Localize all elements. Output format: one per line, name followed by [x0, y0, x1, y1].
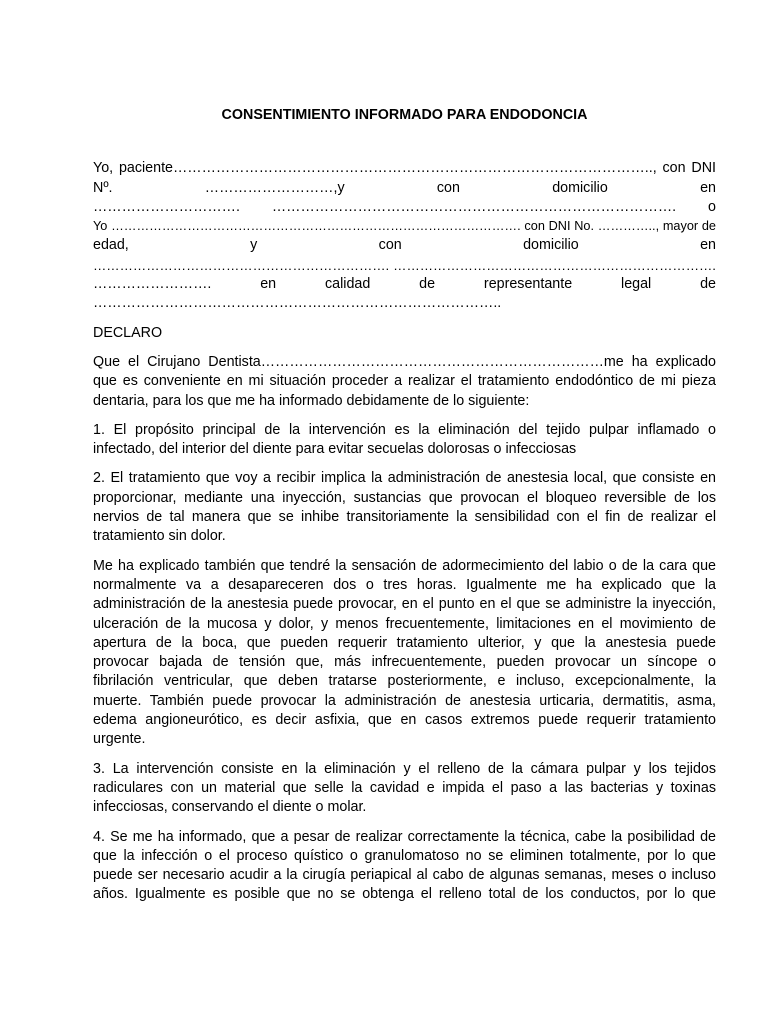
point-4-paragraph	[93, 828, 716, 905]
paragraph-line: nervios de tal manera que se inhibe transitoriamente la sensibilidad con el fin de realizar el	[93, 509, 716, 526]
patient-line: edad, y con domicilio en	[93, 237, 716, 254]
paragraph-line: radiculares con un material que selle la cavidad e impida el paso a las bacterias y toxinas	[93, 779, 716, 796]
paragraph-line: apertura de la boca, que pueden requerir tratamiento ulterior, y que la anestesia puede	[93, 634, 716, 651]
paragraph-line: 3. La intervención consiste en la eliminación y el relleno de la cámara pulpar y los tejidos	[93, 760, 716, 777]
paragraph-line: 4. Se me ha informado, que a pesar de realizar correctamente la técnica, cabe la posibilidad de	[93, 828, 716, 845]
paragraph-line: dentaria, para los que me ha informado debidamente de lo siguiente:	[93, 392, 530, 409]
point-1-paragraph	[93, 421, 716, 460]
paragraph-line: 1. El propósito principal de la intervención es la eliminación del tejido pulpar inflamado o	[93, 421, 716, 438]
patient-line: …………………………. …………………………………………………………………………. o	[93, 198, 716, 215]
patient-line: …………………………………………………………………………..	[93, 295, 502, 312]
point-2-paragraph	[93, 469, 716, 546]
document-body	[93, 106, 716, 905]
paragraph-line: que es conveniente en mi situación proceder a realizar el tratamiento endodóntico de mi pieza	[93, 373, 716, 390]
paragraph-line: edema angioneurótico, es decir asfixia, que en casos extremos puede requerir tratamiento	[93, 712, 716, 729]
paragraph-line: normalmente va a desapareceren dos o tres horas. Igualmente me ha explicado que la	[93, 576, 716, 593]
patient-line: …………………………………………………………. ……………………………………………………………….	[93, 257, 716, 273]
paragraph-line: 2. El tratamiento que voy a recibir implica la administración de anestesia local, que consiste en	[93, 470, 716, 487]
paragraph-line: fibrilación ventricular, que deben tratarse posteriormente, e incluso, excepcionalmente, la	[93, 673, 716, 690]
paragraph-line: urgente.	[93, 731, 146, 748]
point-3-paragraph	[93, 760, 716, 818]
paragraph-line: tratamiento sin dolor.	[93, 528, 226, 545]
paragraph-line: años. Igualmente es posible que no se obtenga el relleno total de los conductos, por lo que	[93, 886, 716, 903]
anesthesia-effects-paragraph	[93, 557, 716, 750]
paragraph-line: que la infección o el proceso quístico o granulomatoso no se eliminen totalmente, por lo que	[93, 847, 716, 864]
paragraph-line: puede ser necesario acudir a la cirugía periapical al cabo de algunas semanas, meses o incluso	[93, 867, 716, 884]
patient-line: Yo ……………………………………………………………………………………. con DNI No. ………….., mayor de	[93, 219, 716, 234]
paragraph-line: ulceración de la mucosa y dolor, y menos frecuentemente, limitaciones en el movimiento de	[93, 615, 716, 632]
patient-line: Nº. ………………………,y con domicilio en	[93, 179, 716, 196]
paragraph-line: administración de la anestesia puede provocar, en el punto en el que se administre la inyección,	[93, 596, 716, 613]
document-title: CONSENTIMIENTO INFORMADO PARA ENDODONCIA	[221, 107, 588, 123]
declaro-heading: DECLARO	[93, 324, 163, 341]
patient-line: ……………………. en calidad de representante legal de	[93, 276, 716, 293]
paragraph-line: Que el Cirujano Dentista………………………………………………………………me ha explicado	[93, 353, 716, 370]
paragraph-line: infecciosas, conservando el diente o molar.	[93, 799, 367, 816]
intro-paragraph	[93, 353, 716, 411]
patient-line: Yo, paciente……………………………………………………………………………………….., con DNI	[93, 160, 716, 177]
paragraph-line: infectado, del interior del diente para evitar secuelas dolorosas o infecciosas	[93, 441, 577, 458]
paragraph-line: provocar bajada de tensión que, más infrecuentemente, pueden provocar un síncope o	[93, 654, 716, 671]
patient-identification-block	[93, 159, 716, 313]
paragraph-line: Me ha explicado también que tendré la sensación de adormecimiento del labio o de la cara que	[93, 557, 716, 574]
paragraph-line: proporcionar, mediante una inyección, sustancias que provocan el bloqueo reversible de los	[93, 489, 716, 506]
paragraph-line: muerte. También puede provocar la administración de anestesia urticaria, dermatitis, asma,	[93, 692, 716, 709]
